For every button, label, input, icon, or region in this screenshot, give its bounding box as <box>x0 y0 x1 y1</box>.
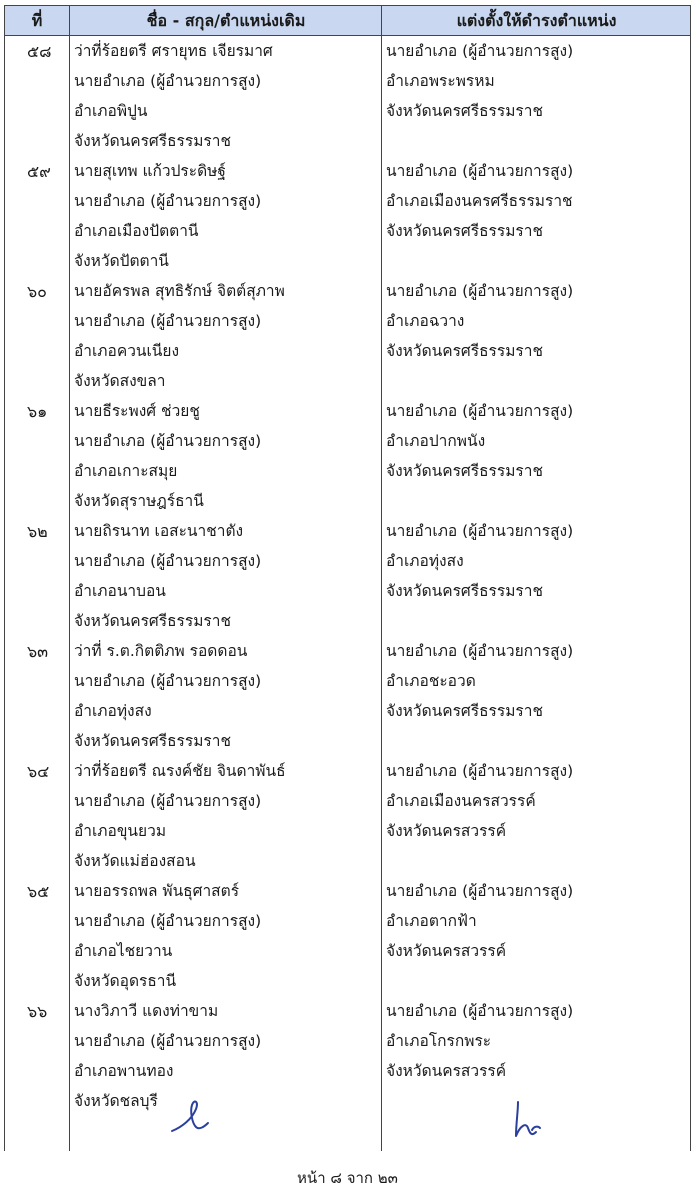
table-row <box>5 156 690 276</box>
table-body <box>4 36 691 1151</box>
header-new-position: แต่งตั้งให้ดำรงตำแหน่ง <box>381 6 691 35</box>
table-row <box>5 516 690 636</box>
appointment-table <box>4 5 691 1151</box>
old-position-line: จังหวัดสงขลา <box>74 372 166 390</box>
header-old-position: ชื่อ - สกุล/ตำแหน่งเดิม <box>69 6 382 35</box>
old-position-cell <box>74 280 285 400</box>
row-number: ๖๕ <box>27 882 50 901</box>
old-position-cell <box>74 760 286 880</box>
new-position-line: นายอำเภอ (ผู้อำนวยการสูง) <box>386 1002 574 1020</box>
old-position-line: นายอำเภอ (ผู้อำนวยการสูง) <box>74 192 262 210</box>
old-position-cell <box>74 400 261 520</box>
new-position-cell <box>386 640 573 730</box>
old-position-line: จังหวัดปัตตานี <box>74 252 169 270</box>
old-position-line: นายอำเภอ (ผู้อำนวยการสูง) <box>74 1032 262 1050</box>
row-number: ๕๙ <box>27 162 51 181</box>
table-row <box>5 36 690 156</box>
new-position-line: จังหวัดนครศรีธรรมราช <box>386 462 543 480</box>
new-position-line: อำเภอทุ่งสง <box>386 552 464 570</box>
new-position-cell <box>386 520 573 610</box>
old-position-line: นายถิรนาท เอสะนาชาตัง <box>74 522 244 540</box>
old-position-cell <box>74 40 273 160</box>
page-footer: หน้า ๘ จาก ๒๓ <box>297 1169 398 1187</box>
new-position-line: อำเภอโกรกพระ <box>386 1032 492 1050</box>
old-position-line: จังหวัดนครศรีธรรมราช <box>74 132 231 150</box>
new-position-line: นายอำเภอ (ผู้อำนวยการสูง) <box>386 42 574 60</box>
old-position-line: อำเภอพานทอง <box>74 1062 174 1080</box>
old-position-cell <box>74 880 261 1000</box>
table-row <box>5 276 690 396</box>
old-position-cell <box>74 520 261 640</box>
new-position-line: นายอำเภอ (ผู้อำนวยการสูง) <box>386 882 574 900</box>
row-number: ๕๘ <box>27 42 52 61</box>
old-position-line: อำเภอพิปูน <box>74 102 148 120</box>
new-position-line: นายอำเภอ (ผู้อำนวยการสูง) <box>386 522 574 540</box>
old-position-line: นายอำเภอ (ผู้อำนวยการสูง) <box>74 912 262 930</box>
old-position-line: อำเภอเกาะสมุย <box>74 462 178 480</box>
signature-right <box>510 1098 546 1142</box>
old-position-line: นายอรรถพล พันธุศาสตร์ <box>74 882 240 900</box>
new-position-line: อำเภอชะอวด <box>386 672 476 690</box>
new-position-line: อำเภอตากฟ้า <box>386 912 477 930</box>
old-position-line: นายอำเภอ (ผู้อำนวยการสูง) <box>74 672 262 690</box>
old-position-line: นางวิภาวี แดงท่าขาม <box>74 1002 219 1020</box>
old-position-line: นายอำเภอ (ผู้อำนวยการสูง) <box>74 312 262 330</box>
new-position-line: จังหวัดนครศรีธรรมราช <box>386 702 543 720</box>
new-position-line: จังหวัดนครสวรรค์ <box>386 1062 507 1080</box>
old-position-line: อำเภอนาบอน <box>74 582 166 600</box>
table-row <box>5 636 690 756</box>
new-position-line: นายอำเภอ (ผู้อำนวยการสูง) <box>386 162 574 180</box>
old-position-line: นายอำเภอ (ผู้อำนวยการสูง) <box>74 792 262 810</box>
old-position-line: นายธีระพงศ์ ช่วยชู <box>74 402 200 420</box>
new-position-line: จังหวัดนครศรีธรรมราช <box>386 342 543 360</box>
new-position-line: อำเภอเมืองนครสวรรค์ <box>386 792 536 810</box>
new-position-cell <box>386 40 573 130</box>
old-position-line: จังหวัดชลบุรี <box>74 1092 158 1110</box>
signature-left <box>168 1093 216 1141</box>
old-position-line: อำเภอขุนยวม <box>74 822 167 840</box>
new-position-cell <box>386 280 573 370</box>
table-row <box>5 876 690 996</box>
new-position-line: จังหวัดนครศรีธรรมราช <box>386 102 543 120</box>
table-row <box>5 996 690 1116</box>
old-position-line: นายสุเทพ แก้วประดิษฐ์ <box>74 162 226 180</box>
new-position-line: จังหวัดนครสวรรค์ <box>386 822 507 840</box>
table-header <box>4 5 691 36</box>
new-position-line: อำเภอพระพรหม <box>386 72 495 90</box>
new-position-line: นายอำเภอ (ผู้อำนวยการสูง) <box>386 642 574 660</box>
old-position-line: จังหวัดนครศรีธรรมราช <box>74 612 231 630</box>
old-position-line: จังหวัดแม่ฮ่องสอน <box>74 852 196 870</box>
old-position-line: ว่าที่ร้อยตรี ศรายุทธ เจียรมาศ <box>74 42 273 60</box>
old-position-line: จังหวัดสุราษฎร์ธานี <box>74 492 204 510</box>
old-position-line: อำเภอไชยวาน <box>74 942 173 960</box>
row-number: ๖๒ <box>27 522 48 541</box>
new-position-cell <box>386 400 573 490</box>
old-position-line: นายอำเภอ (ผู้อำนวยการสูง) <box>74 552 262 570</box>
old-position-line: ว่าที่ร้อยตรี ณรงค์ชัย จินดาพันธ์ <box>74 762 286 780</box>
new-position-line: อำเภอเมืองนครศรีธรรมราช <box>386 192 573 210</box>
old-position-line: อำเภอควนเนียง <box>74 342 180 360</box>
old-position-cell <box>74 640 261 760</box>
new-position-cell <box>386 160 573 250</box>
row-number: ๖๔ <box>27 762 50 781</box>
new-position-line: นายอำเภอ (ผู้อำนวยการสูง) <box>386 762 574 780</box>
row-number: ๖๑ <box>27 402 48 421</box>
new-position-cell <box>386 760 573 850</box>
new-position-line: จังหวัดนครศรีธรรมราช <box>386 582 543 600</box>
old-position-line: จังหวัดนครศรีธรรมราช <box>74 732 231 750</box>
old-position-line: อำเภอเมืองปัตตานี <box>74 222 199 240</box>
table-row <box>5 396 690 516</box>
new-position-line: อำเภอฉวาง <box>386 312 465 330</box>
old-position-line: อำเภอทุ่งสง <box>74 702 152 720</box>
old-position-line: นายอำเภอ (ผู้อำนวยการสูง) <box>74 432 262 450</box>
new-position-line: นายอำเภอ (ผู้อำนวยการสูง) <box>386 282 574 300</box>
new-position-line: จังหวัดนครศรีธรรมราช <box>386 222 543 240</box>
old-position-cell <box>74 160 261 280</box>
old-position-line: ว่าที่ ร.ต.กิตติภพ รอดดอน <box>74 642 248 660</box>
header-number: ที่ <box>31 11 43 30</box>
old-position-line: นายอำเภอ (ผู้อำนวยการสูง) <box>74 72 262 90</box>
old-position-line: จังหวัดอุดรธานี <box>74 972 177 990</box>
new-position-line: จังหวัดนครสวรรค์ <box>386 942 507 960</box>
row-number: ๖๓ <box>27 642 49 661</box>
row-number: ๖๐ <box>27 282 47 301</box>
row-number: ๖๖ <box>27 1002 48 1021</box>
new-position-cell <box>386 880 573 970</box>
new-position-line: อำเภอปากพนัง <box>386 432 486 450</box>
old-position-line: นายอัครพล สุทธิรักษ์ จิตต์สุภาพ <box>74 282 285 300</box>
table-row <box>5 756 690 876</box>
new-position-cell <box>386 1000 573 1090</box>
new-position-line: นายอำเภอ (ผู้อำนวยการสูง) <box>386 402 574 420</box>
